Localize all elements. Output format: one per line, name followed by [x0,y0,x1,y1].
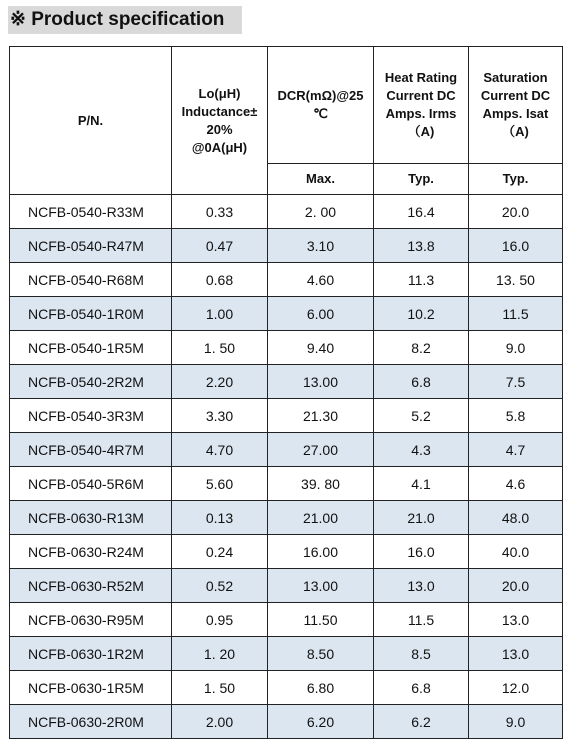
cell-irms: 6.8 [374,671,469,705]
table-row [10,263,563,297]
cell-irms: 4.3 [374,433,469,467]
table-row [10,297,563,331]
cell-isat: 13.0 [469,603,563,637]
cell-isat: 20.0 [469,195,563,229]
cell-irms: 4.1 [374,467,469,501]
spec-table [9,46,563,739]
cell-inductance: 1.00 [172,297,268,331]
cell-dcr: 3.10 [268,229,374,263]
table-row [10,229,563,263]
cell-dcr: 21.30 [268,399,374,433]
cell-inductance: 2.20 [172,365,268,399]
cell-dcr: 21.00 [268,501,374,535]
cell-isat: 13.0 [469,637,563,671]
cell-pn: NCFB-0630-R95M [10,603,172,637]
cell-dcr: 6.20 [268,705,374,739]
cell-dcr: 39. 80 [268,467,374,501]
cell-isat: 12.0 [469,671,563,705]
cell-irms: 21.0 [374,501,469,535]
cell-inductance: 0.68 [172,263,268,297]
cell-inductance: 0.47 [172,229,268,263]
header-heat-rating: Heat Rating Current DC Amps. Irms（A) [374,47,469,164]
cell-irms: 8.5 [374,637,469,671]
cell-isat: 11.5 [469,297,563,331]
cell-inductance: 0.52 [172,569,268,603]
cell-dcr: 16.00 [268,535,374,569]
table-row [10,705,563,739]
cell-dcr: 4.60 [268,263,374,297]
cell-dcr: 27.00 [268,433,374,467]
cell-irms: 5.2 [374,399,469,433]
cell-irms: 11.5 [374,603,469,637]
cell-pn: NCFB-0540-5R6M [10,467,172,501]
cell-irms: 10.2 [374,297,469,331]
cell-pn: NCFB-0540-2R2M [10,365,172,399]
table-row [10,399,563,433]
table-row [10,467,563,501]
cell-inductance: 1. 20 [172,637,268,671]
cell-dcr: 6.00 [268,297,374,331]
cell-isat: 9.0 [469,705,563,739]
cell-inductance: 2.00 [172,705,268,739]
cell-irms: 16.4 [374,195,469,229]
cell-inductance: 4.70 [172,433,268,467]
cell-pn: NCFB-0630-R13M [10,501,172,535]
cell-pn: NCFB-0540-3R3M [10,399,172,433]
cell-inductance: 0.13 [172,501,268,535]
cell-dcr: 11.50 [268,603,374,637]
table-row [10,637,563,671]
table-row [10,535,563,569]
cell-dcr: 13.00 [268,365,374,399]
cell-pn: NCFB-0540-1R0M [10,297,172,331]
cell-pn: NCFB-0540-4R7M [10,433,172,467]
header-sat-sub: Typ. [469,164,563,195]
cell-isat: 7.5 [469,365,563,399]
cell-pn: NCFB-0540-R47M [10,229,172,263]
table-row [10,501,563,535]
header-inductance: Lo(μH) Inductance± 20% @0A(μH) [172,47,268,195]
table-row [10,671,563,705]
cell-inductance: 5.60 [172,467,268,501]
cell-inductance: 0.33 [172,195,268,229]
cell-inductance: 0.95 [172,603,268,637]
table-row [10,603,563,637]
cell-pn: NCFB-0540-R33M [10,195,172,229]
cell-inductance: 1. 50 [172,331,268,365]
cell-irms: 6.2 [374,705,469,739]
cell-irms: 11.3 [374,263,469,297]
table-row [10,365,563,399]
cell-isat: 4.7 [469,433,563,467]
cell-irms: 8.2 [374,331,469,365]
cell-isat: 20.0 [469,569,563,603]
header-pn: P/N. [10,47,172,195]
table-row [10,433,563,467]
cell-dcr: 8.50 [268,637,374,671]
cell-isat: 48.0 [469,501,563,535]
table-row [10,195,563,229]
cell-pn: NCFB-0630-1R5M [10,671,172,705]
cell-pn: NCFB-0540-1R5M [10,331,172,365]
cell-pn: NCFB-0630-R52M [10,569,172,603]
header-dcr: DCR(mΩ)@25 ℃ [268,47,374,164]
cell-pn: NCFB-0630-2R0M [10,705,172,739]
header-heat-sub: Typ. [374,164,469,195]
cell-isat: 40.0 [469,535,563,569]
cell-isat: 13. 50 [469,263,563,297]
header-dcr-sub: Max. [268,164,374,195]
cell-isat: 9.0 [469,331,563,365]
table-row [10,331,563,365]
cell-irms: 16.0 [374,535,469,569]
cell-dcr: 2. 00 [268,195,374,229]
header-saturation: Saturation Current DC Amps. Isat（A) [469,47,563,164]
cell-pn: NCFB-0630-R24M [10,535,172,569]
cell-inductance: 0.24 [172,535,268,569]
cell-isat: 16.0 [469,229,563,263]
cell-dcr: 6.80 [268,671,374,705]
section-title: ※ Product specification [8,6,242,34]
cell-inductance: 1. 50 [172,671,268,705]
cell-irms: 6.8 [374,365,469,399]
cell-pn: NCFB-0630-1R2M [10,637,172,671]
cell-dcr: 13.00 [268,569,374,603]
cell-irms: 13.8 [374,229,469,263]
cell-dcr: 9.40 [268,331,374,365]
table-row [10,569,563,603]
cell-isat: 4.6 [469,467,563,501]
cell-pn: NCFB-0540-R68M [10,263,172,297]
cell-isat: 5.8 [469,399,563,433]
cell-irms: 13.0 [374,569,469,603]
cell-inductance: 3.30 [172,399,268,433]
